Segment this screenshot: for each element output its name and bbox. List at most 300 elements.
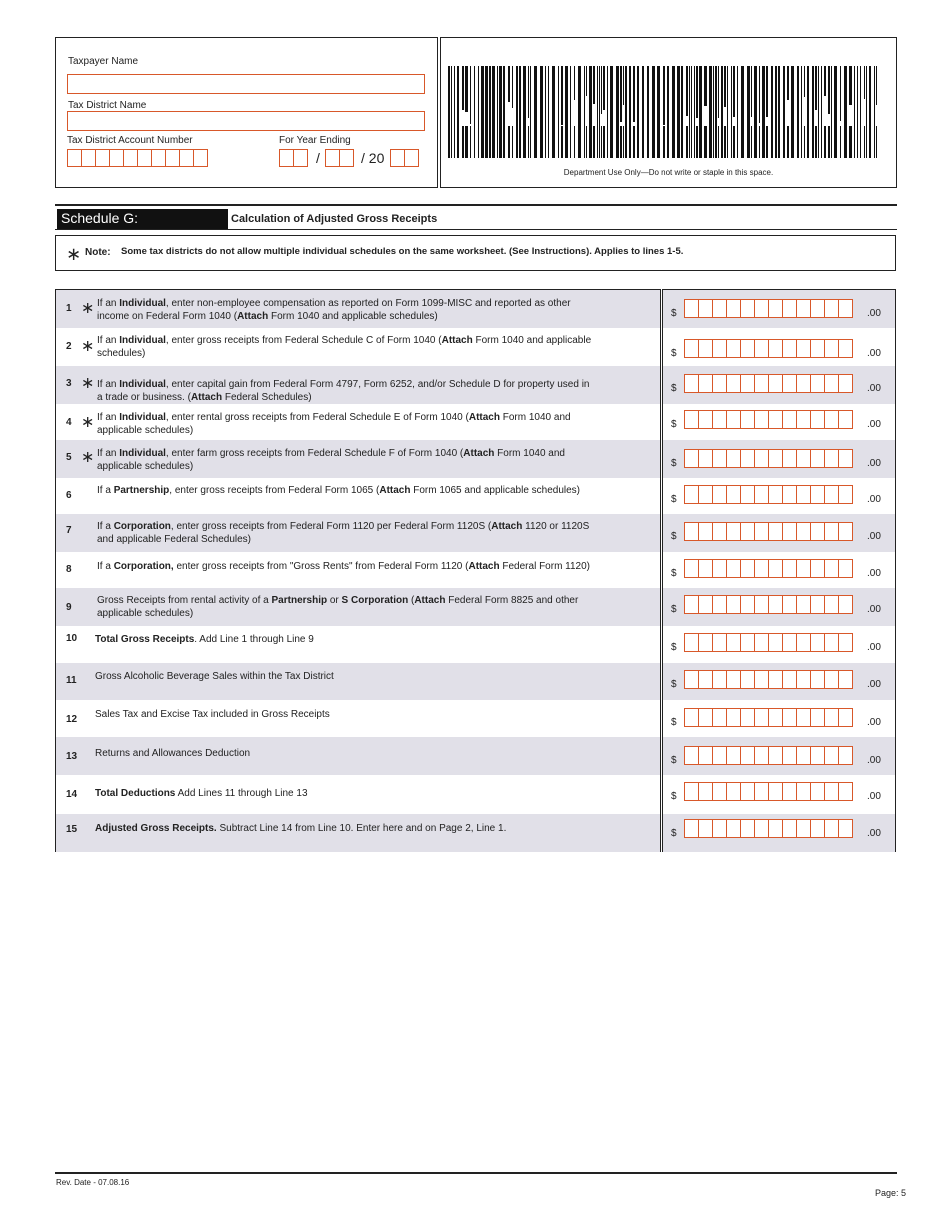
year-ending-month-input[interactable] bbox=[279, 149, 307, 167]
barcode-bar bbox=[751, 66, 752, 117]
digit-cell[interactable] bbox=[684, 559, 699, 578]
digit-cell[interactable] bbox=[740, 670, 755, 689]
digit-cell[interactable] bbox=[782, 633, 797, 652]
barcode-bar bbox=[801, 66, 802, 158]
digit-cell[interactable] bbox=[754, 299, 769, 318]
digit-cell[interactable] bbox=[726, 819, 741, 838]
digit-cell[interactable] bbox=[768, 633, 783, 652]
digit-cell[interactable] bbox=[726, 522, 741, 541]
digit-cell[interactable] bbox=[698, 299, 713, 318]
digit-cell[interactable] bbox=[768, 299, 783, 318]
digit-cell[interactable] bbox=[712, 819, 727, 838]
digit-cell[interactable] bbox=[684, 410, 699, 429]
line-row-11 bbox=[56, 663, 660, 700]
taxpayer-info-box bbox=[55, 37, 438, 188]
digit-cell[interactable] bbox=[712, 522, 727, 541]
digit-cell[interactable] bbox=[740, 522, 755, 541]
digit-cell[interactable] bbox=[838, 522, 853, 541]
digit-cell[interactable] bbox=[824, 819, 839, 838]
digit-cell[interactable] bbox=[684, 522, 699, 541]
dollar-sign: $ bbox=[671, 642, 677, 653]
barcode-bar bbox=[791, 66, 794, 158]
digit-cell[interactable] bbox=[754, 595, 769, 614]
cents-label: .00 bbox=[867, 419, 881, 430]
digit-cell[interactable] bbox=[768, 449, 783, 468]
digit-cell[interactable] bbox=[838, 449, 853, 468]
barcode-bar bbox=[530, 66, 531, 158]
digit-cell[interactable] bbox=[740, 449, 755, 468]
digit-cell[interactable] bbox=[712, 708, 727, 727]
cents-label: .00 bbox=[867, 642, 881, 653]
digit-cell[interactable] bbox=[838, 595, 853, 614]
digit-cell[interactable] bbox=[754, 449, 769, 468]
line-description: Total Gross Receipts. Add Line 1 through Line 9 bbox=[95, 634, 314, 645]
account-number-input[interactable] bbox=[67, 149, 207, 167]
digit-cell[interactable] bbox=[824, 299, 839, 318]
barcode-bar bbox=[462, 126, 464, 158]
line-row-4 bbox=[56, 404, 660, 440]
digit-cell[interactable] bbox=[754, 522, 769, 541]
digit-cell[interactable] bbox=[796, 339, 811, 358]
barcode-bar bbox=[623, 66, 624, 105]
digit-cell[interactable] bbox=[740, 339, 755, 358]
cents-label: .00 bbox=[867, 531, 881, 542]
line-description: If an Individual, enter rental gross receipts from Federal Schedule E of Form 1040 (Attach Form 1040 and applicable schedules) bbox=[97, 412, 571, 436]
digit-cell[interactable] bbox=[684, 708, 699, 727]
barcode-bar bbox=[574, 126, 575, 158]
line-description: If a Corporation, enter gross receipts from Federal Form 1120 per Federal Form 1120S (Attach 1120 or 1120S and applicable Federal Schedules) bbox=[97, 521, 590, 545]
digit-cell[interactable] bbox=[838, 559, 853, 578]
barcode-bar bbox=[478, 66, 479, 158]
digit-cell[interactable] bbox=[684, 782, 699, 801]
digit-cell[interactable] bbox=[768, 522, 783, 541]
barcode-bar bbox=[754, 66, 757, 158]
digit-cell[interactable] bbox=[838, 670, 853, 689]
digit-cell[interactable] bbox=[684, 595, 699, 614]
digit-cell[interactable] bbox=[712, 485, 727, 504]
barcode-bar bbox=[741, 66, 744, 158]
amount-input[interactable] bbox=[684, 449, 852, 468]
barcode-bar bbox=[474, 66, 475, 158]
digit-cell[interactable] bbox=[810, 374, 825, 393]
amount-input[interactable] bbox=[684, 522, 852, 541]
digit-cell[interactable] bbox=[796, 819, 811, 838]
digit-cell[interactable] bbox=[810, 670, 825, 689]
amount-input[interactable] bbox=[684, 746, 852, 765]
digit-cell[interactable] bbox=[740, 819, 755, 838]
digit-cell[interactable] bbox=[754, 339, 769, 358]
digit-cell[interactable] bbox=[824, 782, 839, 801]
barcode-bar bbox=[778, 66, 780, 158]
digit-cell[interactable] bbox=[782, 746, 797, 765]
digit-cell[interactable] bbox=[712, 559, 727, 578]
digit-cell[interactable] bbox=[726, 633, 741, 652]
dollar-sign: $ bbox=[671, 308, 677, 319]
digit-cell[interactable] bbox=[740, 559, 755, 578]
taxpayer-name-label: Taxpayer Name bbox=[68, 56, 139, 67]
dollar-sign: $ bbox=[671, 383, 677, 394]
amount-row-10 bbox=[663, 626, 895, 663]
barcode-bar bbox=[607, 66, 608, 158]
digit-cell[interactable] bbox=[684, 299, 699, 318]
digit-cell[interactable] bbox=[768, 708, 783, 727]
digit-cell[interactable] bbox=[810, 746, 825, 765]
amount-input[interactable] bbox=[684, 374, 852, 393]
digit-cell[interactable] bbox=[782, 522, 797, 541]
barcode-bar bbox=[620, 66, 622, 122]
digit-cell[interactable] bbox=[740, 595, 755, 614]
dollar-sign: $ bbox=[671, 717, 677, 728]
barcode-bar bbox=[864, 66, 865, 99]
digit-cell[interactable] bbox=[782, 339, 797, 358]
digit-cell[interactable] bbox=[810, 449, 825, 468]
digit-cell[interactable] bbox=[796, 410, 811, 429]
digit-cell[interactable] bbox=[838, 299, 853, 318]
digit-cell[interactable] bbox=[768, 559, 783, 578]
digit-cell[interactable] bbox=[824, 410, 839, 429]
digit-cell[interactable] bbox=[838, 410, 853, 429]
digit-cell[interactable] bbox=[712, 299, 727, 318]
amount-input[interactable] bbox=[684, 595, 852, 614]
amount-row-8 bbox=[663, 552, 895, 588]
barcode-bar bbox=[715, 66, 717, 158]
digit-cell[interactable] bbox=[698, 559, 713, 578]
digit-cell[interactable] bbox=[684, 485, 699, 504]
digit-cell[interactable] bbox=[754, 410, 769, 429]
digit-cell[interactable] bbox=[838, 374, 853, 393]
digit-cell[interactable] bbox=[726, 670, 741, 689]
barcode-bar bbox=[869, 66, 871, 158]
digit-cell[interactable] bbox=[810, 819, 825, 838]
amount-input[interactable] bbox=[684, 819, 852, 838]
amount-input[interactable] bbox=[684, 708, 852, 727]
digit-cell[interactable] bbox=[782, 595, 797, 614]
digit-cell[interactable] bbox=[824, 449, 839, 468]
amount-row-14 bbox=[663, 775, 895, 814]
asterisk-icon: ∗ bbox=[81, 375, 95, 392]
digit-cell[interactable] bbox=[684, 746, 699, 765]
digit-cell[interactable] bbox=[754, 782, 769, 801]
digit-cell[interactable] bbox=[698, 410, 713, 429]
digit-cell[interactable] bbox=[782, 374, 797, 393]
line-row-8 bbox=[56, 552, 660, 588]
barcode-bar bbox=[731, 66, 732, 158]
amount-input[interactable] bbox=[684, 410, 852, 429]
dollar-sign: $ bbox=[671, 419, 677, 430]
digit-cell[interactable] bbox=[824, 522, 839, 541]
digit-cell[interactable] bbox=[754, 708, 769, 727]
barcode-bar bbox=[508, 126, 510, 158]
line-number: 6 bbox=[66, 490, 72, 501]
barcode-bar bbox=[508, 66, 510, 102]
digit-cell[interactable] bbox=[796, 522, 811, 541]
digit-cell[interactable] bbox=[796, 485, 811, 504]
digit-cell[interactable] bbox=[838, 339, 853, 358]
barcode-bar bbox=[840, 126, 841, 158]
digit-cell[interactable] bbox=[712, 746, 727, 765]
line-description: Adjusted Gross Receipts. Subtract Line 14 from Line 10. Enter here and on Page 2, Line 1. bbox=[95, 823, 507, 834]
dollar-sign: $ bbox=[671, 531, 677, 542]
barcode-bar bbox=[462, 66, 464, 110]
digit-cell[interactable] bbox=[768, 819, 783, 838]
barcode-bar bbox=[620, 126, 622, 158]
barcode-bar bbox=[470, 66, 471, 124]
digit-cell[interactable] bbox=[698, 374, 713, 393]
digit-cell[interactable] bbox=[712, 782, 727, 801]
digit-cell[interactable] bbox=[838, 819, 853, 838]
digit-cell[interactable] bbox=[712, 595, 727, 614]
amount-input[interactable] bbox=[684, 299, 852, 318]
digit-cell[interactable] bbox=[768, 485, 783, 504]
barcode-bar bbox=[709, 66, 712, 158]
barcode-bar bbox=[821, 66, 822, 158]
digit-cell[interactable] bbox=[782, 449, 797, 468]
digit-cell[interactable] bbox=[838, 633, 853, 652]
digit-cell[interactable] bbox=[810, 522, 825, 541]
revision-date: Rev. Date - 07.08.16 bbox=[56, 1178, 130, 1187]
digit-cell[interactable] bbox=[782, 782, 797, 801]
digit-cell[interactable] bbox=[810, 633, 825, 652]
barcode-bar bbox=[586, 66, 587, 96]
digit-cell[interactable] bbox=[712, 633, 727, 652]
digit-cell[interactable] bbox=[726, 339, 741, 358]
title-rule bbox=[55, 229, 897, 230]
digit-cell[interactable] bbox=[810, 410, 825, 429]
digit-cell[interactable] bbox=[796, 374, 811, 393]
digit-cell[interactable] bbox=[726, 595, 741, 614]
digit-cell[interactable] bbox=[782, 670, 797, 689]
digit-cell[interactable] bbox=[782, 559, 797, 578]
digit-cell[interactable] bbox=[796, 670, 811, 689]
digit-cell[interactable] bbox=[712, 339, 727, 358]
digit-cell[interactable] bbox=[796, 746, 811, 765]
cents-label: .00 bbox=[867, 791, 881, 802]
digit-cell[interactable] bbox=[796, 633, 811, 652]
digit-cell[interactable] bbox=[726, 782, 741, 801]
digit-cell[interactable] bbox=[726, 485, 741, 504]
barcode-bar bbox=[499, 66, 502, 158]
digit-cell[interactable] bbox=[768, 595, 783, 614]
asterisk-icon: ∗ bbox=[66, 244, 82, 264]
amount-input[interactable] bbox=[684, 485, 852, 504]
digit-cell[interactable] bbox=[684, 670, 699, 689]
digit-cell[interactable] bbox=[754, 746, 769, 765]
barcode-bar bbox=[465, 126, 468, 158]
barcode-bar bbox=[616, 66, 619, 158]
digit-cell[interactable] bbox=[754, 485, 769, 504]
digit-cell[interactable] bbox=[838, 782, 853, 801]
digit-cell[interactable] bbox=[684, 819, 699, 838]
note-box bbox=[55, 235, 896, 271]
digit-cell[interactable] bbox=[712, 449, 727, 468]
tax-district-name-label: Tax District Name bbox=[68, 100, 147, 111]
digit-cell[interactable] bbox=[754, 670, 769, 689]
digit-cell[interactable] bbox=[782, 485, 797, 504]
barcode-bar bbox=[724, 66, 726, 107]
barcode-bar bbox=[815, 66, 817, 110]
digit-cell[interactable] bbox=[824, 374, 839, 393]
digit-cell[interactable] bbox=[782, 708, 797, 727]
barcode-bar bbox=[787, 66, 789, 100]
digit-cell[interactable] bbox=[768, 670, 783, 689]
barcode-bar bbox=[545, 66, 546, 158]
barcode-bar bbox=[854, 66, 855, 158]
digit-cell[interactable] bbox=[768, 374, 783, 393]
cents-label: .00 bbox=[867, 348, 881, 359]
cents-label: .00 bbox=[867, 755, 881, 766]
digit-cell[interactable] bbox=[824, 708, 839, 727]
dollar-sign: $ bbox=[671, 828, 677, 839]
line-number: 5 bbox=[66, 452, 72, 463]
digit-cell[interactable] bbox=[810, 559, 825, 578]
line-row-6 bbox=[56, 478, 660, 514]
barcode-bar bbox=[667, 66, 669, 158]
digit-cell[interactable] bbox=[838, 708, 853, 727]
amount-row-12 bbox=[663, 700, 895, 737]
digit-cell[interactable] bbox=[740, 708, 755, 727]
year-ending-day-input[interactable] bbox=[325, 149, 353, 167]
digit-cell[interactable] bbox=[754, 374, 769, 393]
top-rule bbox=[55, 204, 897, 206]
digit-cell[interactable] bbox=[698, 746, 713, 765]
digit-cell[interactable] bbox=[726, 374, 741, 393]
amount-input[interactable] bbox=[684, 782, 852, 801]
digit-cell[interactable] bbox=[698, 633, 713, 652]
digit-cell[interactable] bbox=[712, 374, 727, 393]
digit-cell[interactable] bbox=[740, 410, 755, 429]
digit-cell[interactable] bbox=[740, 782, 755, 801]
barcode-bar bbox=[704, 126, 707, 158]
taxpayer-name-input[interactable] bbox=[67, 74, 425, 94]
line-number: 3 bbox=[66, 378, 72, 389]
line-description: If a Partnership, enter gross receipts from Federal Form 1065 (Attach Form 1065 and applicable schedules) bbox=[97, 485, 581, 496]
amount-input[interactable] bbox=[684, 633, 852, 652]
barcode-bar bbox=[497, 66, 498, 158]
digit-cell[interactable] bbox=[726, 746, 741, 765]
digit-cell[interactable] bbox=[810, 485, 825, 504]
digit-cell[interactable] bbox=[782, 299, 797, 318]
digit-cell[interactable] bbox=[712, 410, 727, 429]
digit-cell[interactable] bbox=[796, 782, 811, 801]
digit-cell[interactable] bbox=[810, 595, 825, 614]
digit-cell[interactable] bbox=[810, 339, 825, 358]
digit-cell[interactable] bbox=[684, 374, 699, 393]
line-number: 10 bbox=[66, 633, 78, 644]
digit-cell[interactable] bbox=[768, 410, 783, 429]
barcode-bar bbox=[512, 66, 513, 108]
amount-input[interactable] bbox=[684, 559, 852, 578]
digit-cell[interactable] bbox=[824, 339, 839, 358]
digit-cell[interactable] bbox=[796, 299, 811, 318]
digit-cell[interactable] bbox=[698, 595, 713, 614]
digit-cell[interactable] bbox=[768, 339, 783, 358]
digit-cell[interactable] bbox=[698, 339, 713, 358]
digit-cell[interactable] bbox=[824, 559, 839, 578]
digit-cell[interactable] bbox=[782, 410, 797, 429]
digit-cell[interactable] bbox=[740, 633, 755, 652]
digit-cell[interactable] bbox=[740, 374, 755, 393]
digit-cell[interactable] bbox=[698, 670, 713, 689]
tax-district-name-input[interactable] bbox=[67, 111, 425, 131]
digit-cell[interactable] bbox=[726, 708, 741, 727]
digit-cell[interactable] bbox=[796, 595, 811, 614]
digit-cell[interactable] bbox=[824, 746, 839, 765]
digit-cell[interactable] bbox=[726, 410, 741, 429]
digit-cell[interactable] bbox=[684, 449, 699, 468]
digit-cell[interactable] bbox=[768, 746, 783, 765]
barcode-bar bbox=[528, 66, 529, 118]
digit-cell[interactable] bbox=[768, 782, 783, 801]
barcode-bar bbox=[721, 66, 723, 158]
digit-cell[interactable] bbox=[726, 559, 741, 578]
digit-cell[interactable] bbox=[838, 746, 853, 765]
cents-label: .00 bbox=[867, 604, 881, 615]
digit-cell[interactable] bbox=[698, 485, 713, 504]
barcode-bar bbox=[812, 66, 814, 158]
barcode-bar bbox=[696, 66, 698, 118]
digit-cell[interactable] bbox=[824, 670, 839, 689]
digit-cell[interactable] bbox=[698, 449, 713, 468]
digit-cell[interactable] bbox=[684, 633, 699, 652]
digit-cell[interactable] bbox=[810, 782, 825, 801]
digit-cell[interactable] bbox=[810, 708, 825, 727]
line-number: 15 bbox=[66, 824, 78, 835]
digit-cell[interactable] bbox=[726, 299, 741, 318]
barcode-bar bbox=[534, 66, 537, 158]
digit-cell[interactable] bbox=[698, 522, 713, 541]
barcode-bar bbox=[601, 126, 602, 158]
barcode-bar bbox=[783, 66, 785, 158]
digit-cell[interactable] bbox=[754, 633, 769, 652]
digit-cell[interactable] bbox=[838, 485, 853, 504]
digit-cell[interactable] bbox=[824, 485, 839, 504]
digit-cell[interactable] bbox=[740, 485, 755, 504]
year-ending-year-input[interactable] bbox=[390, 149, 418, 167]
digit-cell[interactable] bbox=[796, 708, 811, 727]
schedule-label: Schedule G: bbox=[57, 209, 228, 229]
amount-input[interactable] bbox=[684, 670, 852, 689]
barcode-bar bbox=[724, 126, 726, 158]
cents-label: .00 bbox=[867, 679, 881, 690]
digit-cell[interactable] bbox=[754, 819, 769, 838]
digit-cell[interactable] bbox=[698, 708, 713, 727]
digit-cell[interactable] bbox=[810, 299, 825, 318]
amount-row-4 bbox=[663, 404, 895, 440]
digit-cell[interactable] bbox=[712, 670, 727, 689]
amount-input[interactable] bbox=[684, 339, 852, 358]
digit-cell[interactable] bbox=[726, 449, 741, 468]
line-number: 14 bbox=[66, 789, 78, 800]
digit-cell[interactable] bbox=[824, 595, 839, 614]
digit-cell[interactable] bbox=[740, 299, 755, 318]
digit-cell[interactable] bbox=[684, 339, 699, 358]
barcode-bar bbox=[601, 66, 602, 114]
barcode-bar bbox=[451, 66, 452, 158]
digit-cell[interactable] bbox=[698, 819, 713, 838]
year-ending-label: For Year Ending bbox=[279, 135, 351, 146]
barcode-bar bbox=[561, 126, 563, 158]
digit-cell[interactable] bbox=[698, 782, 713, 801]
digit-cell[interactable] bbox=[824, 633, 839, 652]
digit-cell[interactable] bbox=[754, 559, 769, 578]
digit-cell[interactable] bbox=[796, 559, 811, 578]
barcode-bar bbox=[584, 66, 585, 158]
footer-rule bbox=[55, 1172, 897, 1174]
cents-label: .00 bbox=[867, 828, 881, 839]
digit-cell[interactable] bbox=[782, 819, 797, 838]
digit-cell[interactable] bbox=[796, 449, 811, 468]
digit-cell[interactable] bbox=[740, 746, 755, 765]
